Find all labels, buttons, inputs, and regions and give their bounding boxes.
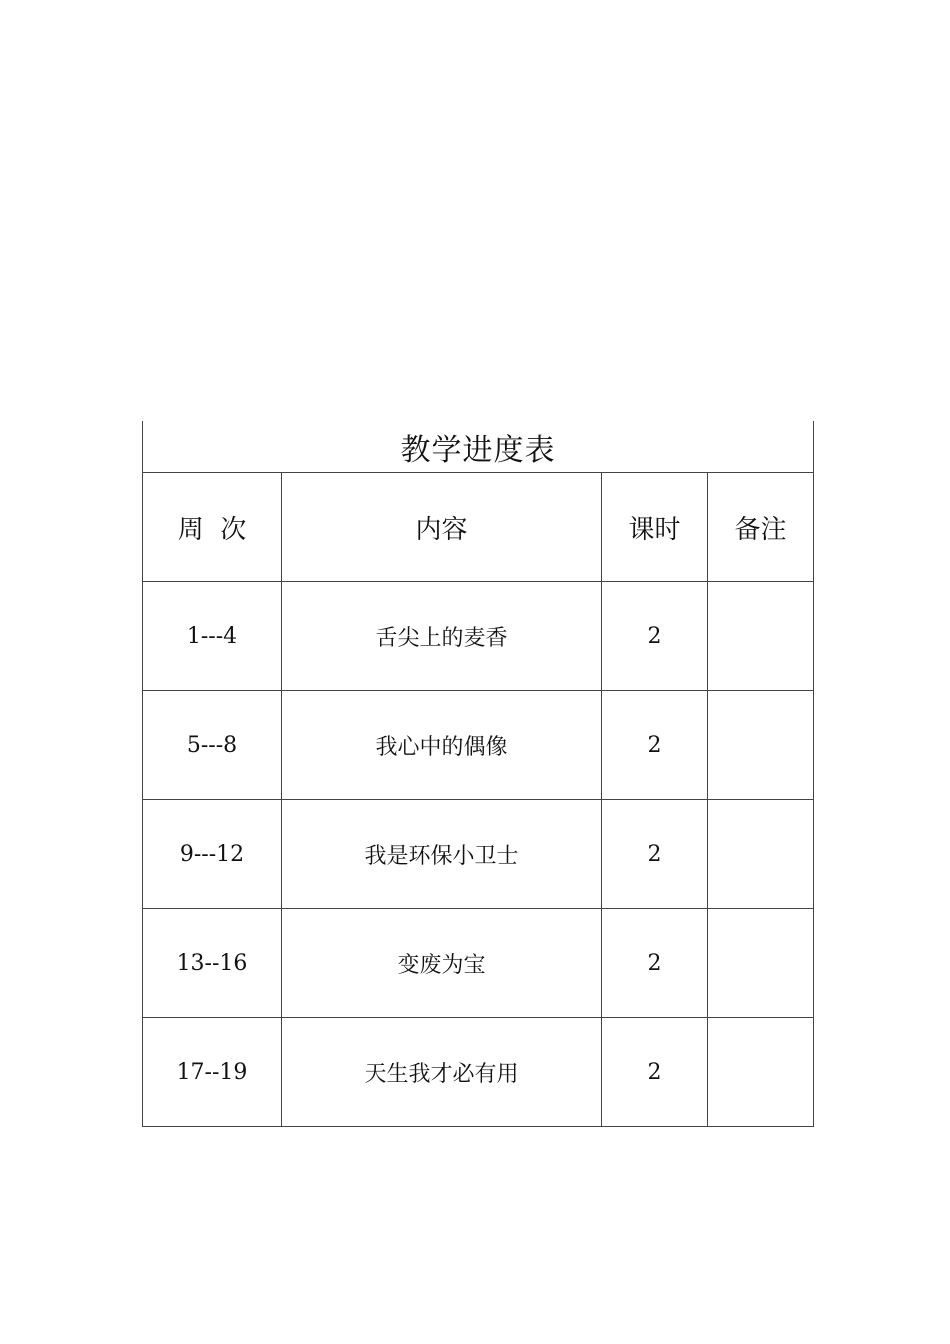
title-row	[143, 421, 814, 473]
cell-notes	[708, 909, 814, 1018]
table-row	[143, 691, 814, 800]
table-title: 教学进度表	[143, 421, 814, 473]
table-row	[143, 800, 814, 909]
cell-content: 舌尖上的麦香	[282, 582, 602, 691]
header-content: 内容	[282, 473, 602, 582]
header-notes: 备注	[708, 473, 814, 582]
cell-notes	[708, 582, 814, 691]
table-row	[143, 582, 814, 691]
cell-hours: 2	[602, 1018, 708, 1127]
cell-week: 5---8	[143, 691, 282, 800]
cell-notes	[708, 1018, 814, 1127]
table-row	[143, 909, 814, 1018]
header-week: 周 次	[143, 473, 282, 582]
cell-week: 13--16	[143, 909, 282, 1018]
cell-week: 1---4	[143, 582, 282, 691]
cell-hours: 2	[602, 800, 708, 909]
cell-week: 9---12	[143, 800, 282, 909]
cell-content: 我是环保小卫士	[282, 800, 602, 909]
cell-content: 变废为宝	[282, 909, 602, 1018]
cell-hours: 2	[602, 582, 708, 691]
cell-content: 我心中的偶像	[282, 691, 602, 800]
teaching-schedule-table	[142, 421, 814, 1127]
cell-hours: 2	[602, 909, 708, 1018]
cell-week: 17--19	[143, 1018, 282, 1127]
cell-content: 天生我才必有用	[282, 1018, 602, 1127]
table-row	[143, 1018, 814, 1127]
header-row	[143, 473, 814, 582]
cell-notes	[708, 691, 814, 800]
header-hours: 课时	[602, 473, 708, 582]
cell-notes	[708, 800, 814, 909]
cell-hours: 2	[602, 691, 708, 800]
